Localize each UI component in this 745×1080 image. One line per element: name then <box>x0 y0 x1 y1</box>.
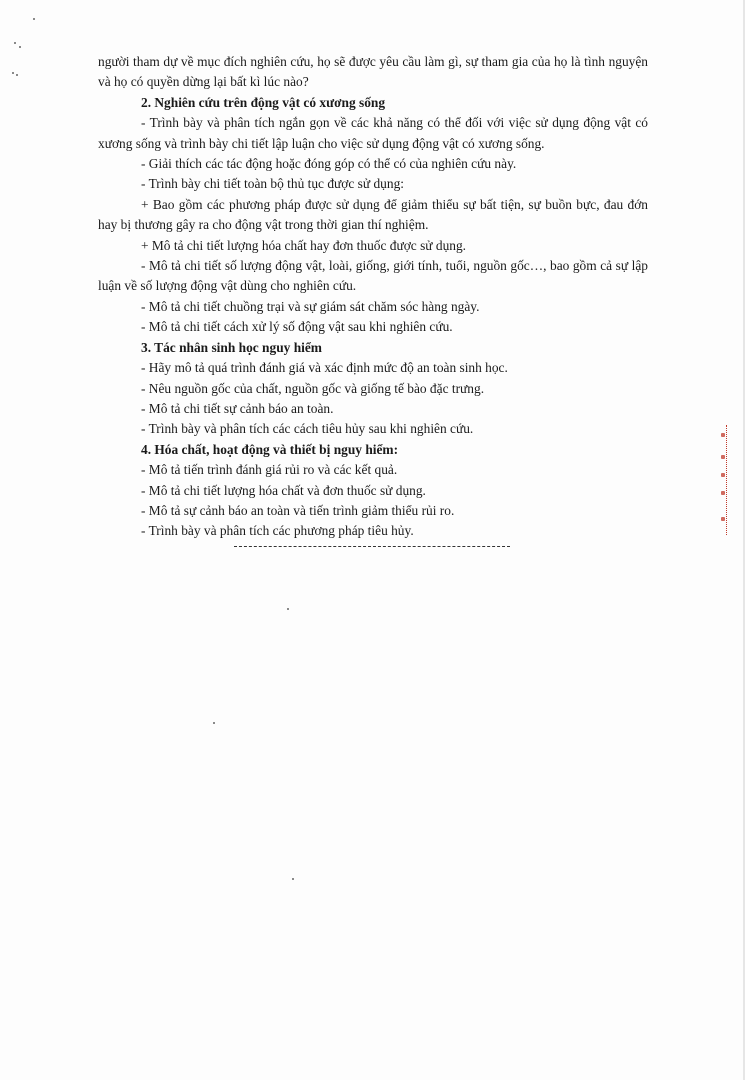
section-heading-hazardous-chemicals: 4. Hóa chất, hoạt động và thiết bị nguy hiểm: <box>141 441 399 457</box>
list-item: - Mô tả sự cảnh báo an toàn và tiến trình giảm thiểu rủi ro. <box>141 502 455 518</box>
list-item: - Trình bày và phân tích ngắn gọn về các khả năng có thể đối với việc sử dụng động vật có xương sống và trình bày chi tiết lập luận cho việc sử dụng động vật có xương sống. <box>98 115 648 151</box>
list-item: - Mô tả chi tiết lượng hóa chất và đơn thuốc sử dụng. <box>141 482 426 498</box>
list-item: + Mô tả chi tiết lượng hóa chất hay đơn thuốc được sử dụng. <box>141 237 467 253</box>
section-heading-biohazards: 3. Tác nhân sinh học nguy hiểm <box>141 339 322 355</box>
list-item: - Trình bày chi tiết toàn bộ thủ tục được sử dụng: <box>141 176 404 192</box>
scan-speck <box>19 46 21 48</box>
intro-line: người tham dự về mục đích nghiên cứu, họ sẽ được yêu cầu làm gì, sự tham gia của họ là tình nguyện và họ có quyền dừng lại bất kì lúc nào? <box>98 54 648 90</box>
list-item: - Mô tả tiến trình đánh giá rủi ro và các kết quả. <box>141 462 398 478</box>
scan-speck <box>292 878 294 880</box>
list-item: - Trình bày và phân tích các cách tiêu hủy sau khi nghiên cứu. <box>141 421 474 437</box>
list-item: - Trình bày và phân tích các phương pháp tiêu hủy. <box>141 523 414 539</box>
scan-speck <box>33 18 35 20</box>
list-item: - Mô tả chi tiết sự cảnh báo an toàn. <box>141 400 334 416</box>
list-item: - Hãy mô tả quá trình đánh giá và xác định mức độ an toàn sinh học. <box>141 360 508 376</box>
list-item: - Giải thích các tác động hoặc đóng góp có thể có của nghiên cứu này. <box>141 156 517 172</box>
scan-speck <box>16 74 18 76</box>
end-divider <box>234 546 510 547</box>
scan-speck <box>287 608 289 610</box>
scan-speck <box>12 72 14 74</box>
list-item: - Nêu nguồn gốc của chất, nguồn gốc và giống tế bào đặc trưng. <box>141 380 485 396</box>
scan-speck <box>213 722 215 724</box>
document-body <box>98 52 648 547</box>
list-item: - Mô tả chi tiết cách xử lý số động vật sau khi nghiên cứu. <box>141 319 453 335</box>
scan-speck <box>14 42 16 44</box>
seal-edge <box>726 425 743 535</box>
list-item: - Mô tả chi tiết chuồng trại và sự giám sát chăm sóc hàng ngày. <box>141 298 480 314</box>
list-item: - Mô tả chi tiết số lượng động vật, loài, giống, giới tính, tuổi, nguồn gốc…, bao gồm cả sự lập luận về số lượng động vật dùng cho nghiên cứu. <box>98 258 648 294</box>
section-heading-vertebrates: 2. Nghiên cứu trên động vật có xương sống <box>141 94 386 110</box>
list-item: + Bao gồm các phương pháp được sử dụng để giảm thiểu sự bất tiện, sự buồn bực, đau đớn hay bị thương gây ra cho động vật trong thời gian thí nghiệm. <box>98 196 648 233</box>
